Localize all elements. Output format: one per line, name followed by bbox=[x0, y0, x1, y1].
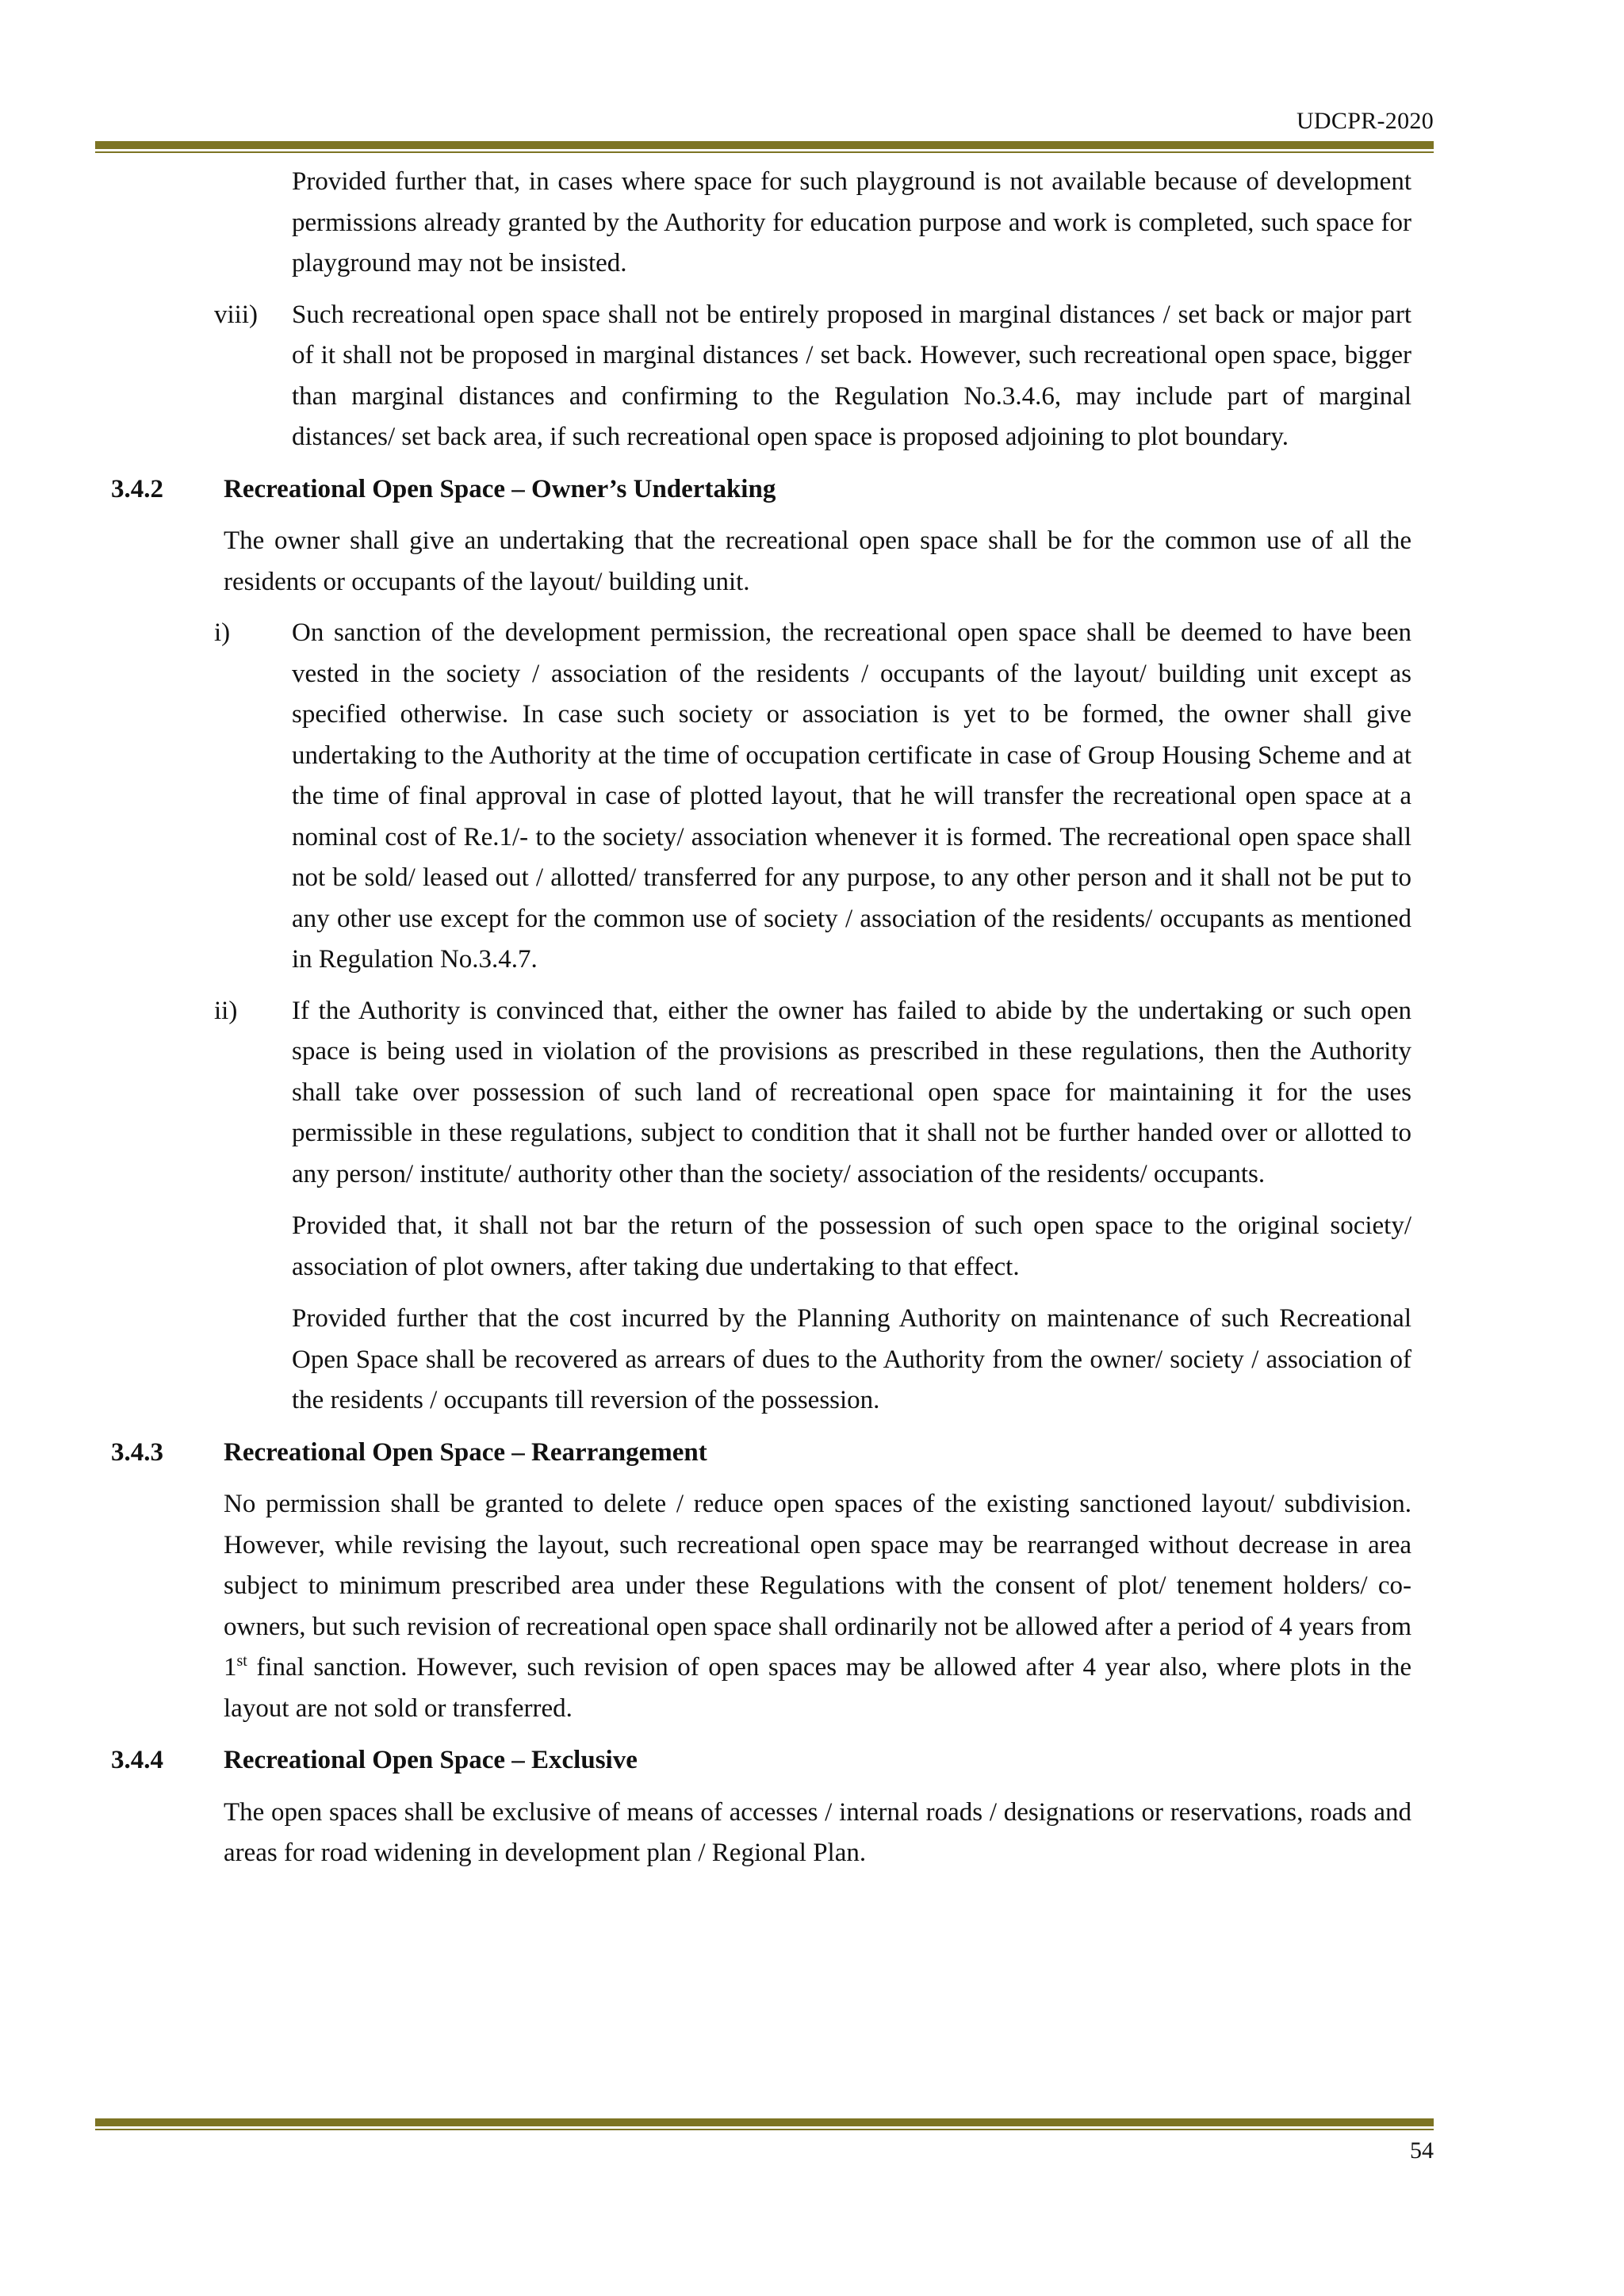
section-heading-3-4-3 bbox=[111, 1433, 1411, 1474]
document-header-title: UDCPR-2020 bbox=[1296, 108, 1434, 134]
paragraph-text: No permission shall be granted to delete / reduce open spaces of the existing sanctioned layout/ subdivision. However, while revising the layout, such recreational open space may be rearranged without decrease in area subject to minimum prescribed area under these Regulations with the consent of plot/ tenement holders/ co-owners, but such revision of recreational open space shall ordinarily not be allowed after a period of 4 years from 1 bbox=[224, 1490, 1411, 1682]
list-item-text: Such recreational open space shall not be entirely proposed in marginal distances / set back or major part of it shall not be proposed in marginal distances / set back. However, such recreational open space, bigger than marginal distances and confirming to the Regulation No.3.4.6, may include part of marginal distances/ set back area, if such recreational open space is proposed adjoining to plot boundary. bbox=[292, 300, 1411, 451]
section-heading-3-4-2 bbox=[111, 469, 1411, 511]
section-title: Recreational Open Space – Rearrangement bbox=[224, 1437, 707, 1467]
proviso-paragraph: Provided further that, in cases where space for such playground is not available because of development permissions already granted by the Authority for education purpose and work is completed, such space for playground may not be insisted. bbox=[292, 167, 1411, 277]
section-number: 3.4.2 bbox=[111, 474, 163, 503]
list-marker: viii) bbox=[214, 300, 258, 329]
ordinal-suffix: st bbox=[236, 1652, 247, 1670]
section-title: Recreational Open Space – Owner’s Undertaking bbox=[224, 474, 776, 503]
section-paragraph bbox=[224, 1484, 1411, 1729]
page-number: 54 bbox=[1410, 2137, 1434, 2164]
header-rule bbox=[95, 141, 1434, 153]
list-item-i bbox=[111, 613, 1411, 981]
proviso-paragraph: Provided further that the cost incurred by the Planning Authority on maintenance of such Recreational Open Space shall be recovered as arrears of dues to the Authority from the owner/ society / association of the residents / occupants till reversion of the possession. bbox=[292, 1304, 1411, 1414]
paragraph-text: final sanction. However, such revision of open spaces may be allowed after 4 year also, where plots in the layout are not sold or transferred. bbox=[224, 1653, 1411, 1723]
section-number: 3.4.3 bbox=[111, 1437, 163, 1467]
section-title: Recreational Open Space – Exclusive bbox=[224, 1746, 638, 1774]
section-paragraph: The open spaces shall be exclusive of means of accesses / internal roads / designations or reservations, roads and areas for road widening in development plan / Regional Plan. bbox=[224, 1797, 1411, 1867]
section-paragraph: The owner shall give an undertaking that the recreational open space shall be for the common use of all the residents or occupants of the layout/ building unit. bbox=[224, 526, 1411, 596]
footer-rule bbox=[95, 2118, 1434, 2130]
list-marker: i) bbox=[214, 618, 231, 647]
list-marker: ii) bbox=[214, 996, 238, 1025]
proviso-paragraph: Provided that, it shall not bar the return of the possession of such open space to the original society/ association of plot owners, after taking due undertaking to that effect. bbox=[292, 1211, 1411, 1281]
list-item-viii bbox=[111, 295, 1411, 458]
section-heading-3-4-4 bbox=[111, 1740, 1411, 1781]
section-number: 3.4.4 bbox=[111, 1746, 163, 1774]
page-content bbox=[111, 162, 1411, 1874]
list-item-text: On sanction of the development permission, the recreational open space shall be deemed to have been vested in the society / association of the residents / occupants of the layout/ building unit except as specified otherwise. In case such society or association is yet to be formed, the owner shall give undertaking to the Authority at the time of occupation certificate in case of Group Housing Scheme and at the time of final approval in case of plotted layout, that he will transfer the recreational open space at a nominal cost of Re.1/- to the society/ association whenever it is formed. The recreational open space shall not be sold/ leased out / allotted/ transferred for any purpose, to any other person and it shall not be put to any other use except for the common use of society / association of the residents/ occupants as mentioned in Regulation No.3.4.7. bbox=[292, 618, 1411, 974]
list-item-ii bbox=[111, 991, 1411, 1196]
list-item-text: If the Authority is convinced that, either the owner has failed to abide by the undertaking or such open space is being used in violation of the provisions as prescribed in these regulations, then the Authority shall take over possession of such land of recreational open space for maintaining it for the uses permissible in these regulations, subject to condition that it shall not be further handed over or allotted to any person/ institute/ authority other than the society/ association of the residents/ occupants. bbox=[292, 996, 1411, 1188]
